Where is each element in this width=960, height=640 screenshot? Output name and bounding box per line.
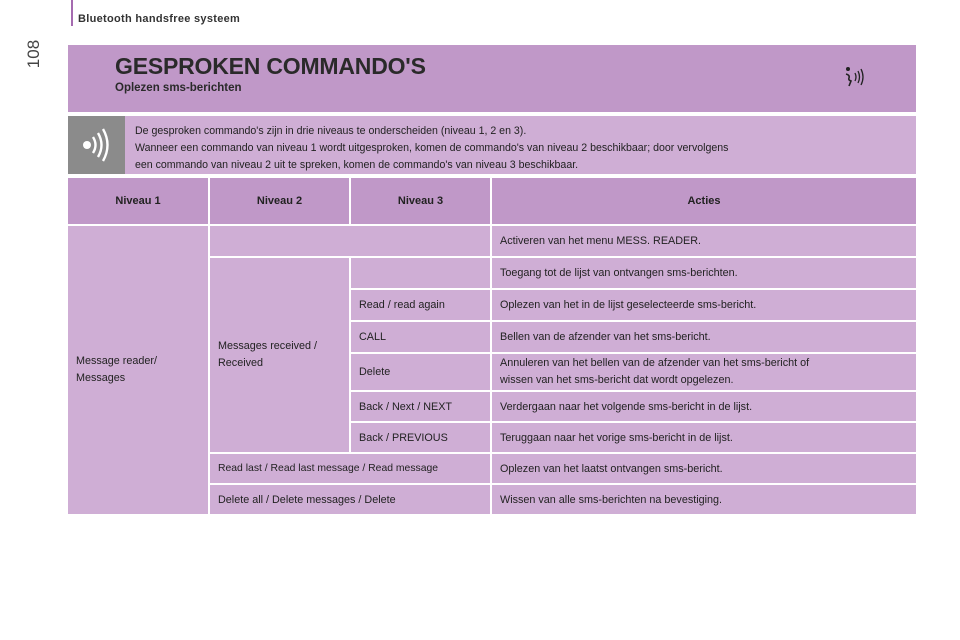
level1-cell (68, 226, 210, 516)
intro-box (68, 116, 916, 174)
cell-line: Messages received / (218, 340, 318, 352)
column-header: Niveau 1 (68, 178, 210, 226)
column-header: Niveau 2 (210, 178, 351, 226)
page-subtitle: Oplezen sms-berichten (115, 82, 242, 94)
empty-cell (210, 226, 492, 258)
empty-cell (351, 258, 492, 290)
level3-cell: Back / Next / NEXT (351, 392, 492, 423)
cell-line: Message reader/ (76, 355, 158, 367)
action-cell: Bellen van de afzender van het sms-bericht. (492, 322, 916, 354)
action-cell: Teruggaan naar het vorige sms-bericht in de lijst. (492, 423, 916, 454)
action-cell (492, 354, 916, 392)
speaker-icon-box (68, 116, 125, 174)
action-cell: Oplezen van het in de lijst geselecteerde sms-bericht. (492, 290, 916, 322)
column-header: Niveau 3 (351, 178, 492, 226)
voice-commands-table (68, 178, 916, 516)
cell-line: Annuleren van het bellen van de afzender van het sms-bericht of (500, 357, 810, 369)
level3-cell: Delete (351, 354, 492, 392)
intro-line: Wanneer een commando van niveau 1 wordt uitgesproken, komen de commando's van niveau 2 beschikbaar; door vervolgens (135, 142, 729, 154)
page-number: 108 (24, 39, 43, 69)
intro-line: een commando van niveau 2 uit te spreken, komen de commando's van niveau 3 beschikbaar. (135, 159, 579, 171)
column-header: Acties (492, 178, 916, 226)
level3-cell: Back / PREVIOUS (351, 423, 492, 454)
cell-line: Received (218, 357, 264, 369)
table-row (68, 226, 916, 258)
level3-cell: Read / read again (351, 290, 492, 322)
level2-cell (210, 258, 351, 454)
voice-command-icon (842, 64, 868, 90)
section-title: Bluetooth handsfree systeem (78, 13, 241, 25)
page-header (68, 45, 916, 112)
action-cell: Toegang tot de lijst van ontvangen sms-berichten. (492, 258, 916, 290)
side-rule (71, 0, 73, 26)
level2-3-cell: Delete all / Delete messages / Delete (210, 485, 492, 516)
intro-line: De gesproken commando's zijn in drie niveaus te onderscheiden (niveau 1, 2 en 3). (135, 125, 527, 137)
action-cell: Verdergaan naar het volgende sms-bericht in de lijst. (492, 392, 916, 423)
action-cell: Activeren van het menu MESS. READER. (492, 226, 916, 258)
cell-line: Messages (76, 372, 126, 384)
table-header-row (68, 178, 916, 226)
page-title: GESPROKEN COMMANDO'S (115, 53, 426, 79)
action-cell: Oplezen van het laatst ontvangen sms-bericht. (492, 454, 916, 485)
level3-cell: CALL (351, 322, 492, 354)
level2-3-cell: Read last / Read last message / Read message (210, 454, 492, 485)
cell-line: wissen van het sms-bericht dat wordt opgelezen. (500, 374, 734, 386)
intro-text (135, 123, 905, 174)
speaker-sound-icon (68, 116, 125, 174)
action-cell: Wissen van alle sms-berichten na bevestiging. (492, 485, 916, 516)
